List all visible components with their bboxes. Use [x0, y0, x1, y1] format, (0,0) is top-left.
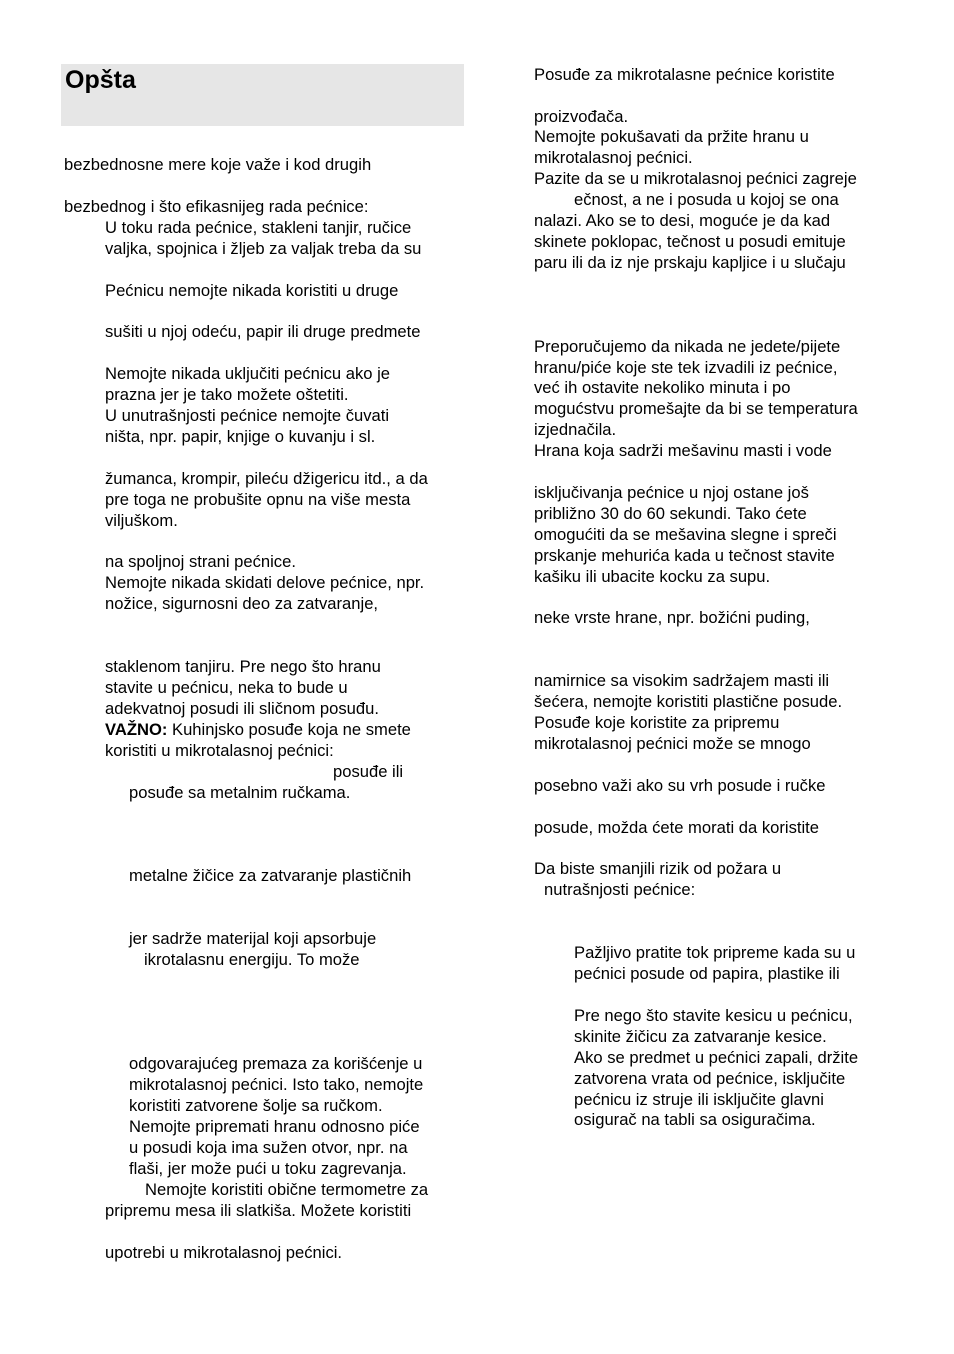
line-text: viljuškom. [105, 511, 178, 530]
text-line [145, 1180, 428, 1200]
text-line [534, 169, 857, 189]
line-text: Pažljivo pratite tok pripreme kada su u [574, 943, 856, 962]
text-line [534, 253, 846, 273]
line-text: jer sadrže materijal koji apsorbuje [129, 929, 377, 948]
line-text: žumanca, krompir, pileću džigericu itd., a da [105, 469, 428, 488]
section-header [61, 64, 464, 126]
line-text: ikrotalasnu energiju. To može [144, 950, 360, 969]
text-line [534, 671, 829, 691]
text-line [574, 1048, 858, 1068]
line-text: proizvođača. [534, 107, 629, 126]
text-line [534, 859, 781, 879]
line-text: Nemojte nikada uključiti pećnicu ako je [105, 364, 391, 383]
line-text: približno 30 do 60 sekundi. Tako ćete [534, 504, 807, 523]
line-text: u posudi koja ima sužen otvor, npr. na [129, 1138, 408, 1157]
section-title: Opšta [65, 66, 136, 94]
text-line [574, 1006, 853, 1026]
text-line [105, 594, 378, 614]
text-line [534, 441, 832, 461]
text-line [129, 929, 376, 949]
text-line [574, 190, 839, 210]
text-line [105, 573, 424, 593]
line-text: koristiti u mikrotalasnoj pećnici: [105, 741, 334, 760]
text-line [534, 483, 809, 503]
line-text: mikrotalasnoj pećnici može se mnogo [534, 734, 811, 753]
line-text: omogućiti da se mešavina slegne i spreči [534, 525, 837, 544]
text-line [534, 107, 628, 127]
text-line [534, 337, 840, 357]
line-text: metalne žičice za zatvaranje plastičnih [129, 866, 412, 885]
line-text: Preporučujemo da nikada ne jedete/pijete [534, 337, 841, 356]
text-line [105, 469, 428, 489]
text-line [574, 943, 855, 963]
line-text: posude, možda ćete morati da koristite [534, 818, 820, 837]
text-line [574, 1069, 845, 1089]
line-text: adekvatnoj posudi ili sličnom posuđu. [105, 699, 379, 718]
line-text: Nemojte pokušavati da pržite hranu u [534, 127, 809, 146]
line-text: Nemojte pripremati hranu odnosno piće [129, 1117, 420, 1136]
text-line [64, 197, 368, 217]
text-line [105, 281, 398, 301]
text-line [574, 964, 840, 984]
text-line [105, 657, 381, 677]
line-text: skinete poklopac, tečnost u posudi emituje [534, 232, 846, 251]
text-line [534, 65, 835, 85]
line-text: hranu/piće koje ste tek izvadili iz pećnice, [534, 358, 838, 377]
line-text: nutrašnjosti pećnice: [544, 880, 696, 899]
text-line [534, 504, 807, 524]
line-text: mogućstvu promešajte da bi se temperatura [534, 399, 858, 418]
line-text: U unutrašnjosti pećnice nemojte čuvati [105, 406, 390, 425]
line-text: skinite žičicu za zatvaranje kesice. [574, 1027, 827, 1046]
line-text: pećnici posude od papira, plastike ili [574, 964, 840, 983]
text-line [105, 490, 410, 510]
text-line [105, 720, 411, 740]
text-line [534, 692, 842, 712]
line-text: U toku rada pećnice, stakleni tanjir, ručice [105, 218, 412, 237]
line-text: bezbednosne mere koje važe i kod drugih [64, 155, 372, 174]
line-text: Ako se predmet u pećnici zapali, držite [574, 1048, 859, 1067]
text-line [129, 783, 350, 803]
text-line [105, 699, 379, 719]
line-text: već ih ostavite nekoliko minuta i po [534, 378, 791, 397]
text-line [534, 232, 846, 252]
line-text: upotrebi u mikrotalasnoj pećnici. [105, 1243, 343, 1262]
line-text: osigurač na tabli sa osiguračima. [574, 1110, 816, 1129]
line-text: Pre nego što stavite kesicu u pećnicu, [574, 1006, 853, 1025]
text-line [534, 525, 837, 545]
text-line [129, 1159, 407, 1179]
text-line [534, 211, 830, 231]
line-text: neke vrste hrane, npr. božićni puding, [534, 608, 810, 627]
emphasis-label: VAŽNO: [105, 720, 168, 739]
line-text: nalazi. Ako se to desi, moguće je da kad [534, 211, 831, 230]
line-text: Hrana koja sadrži mešavinu masti i vode [534, 441, 832, 460]
line-text: ništa, npr. papir, knjige o kuvanju i sl. [105, 427, 376, 446]
text-line [64, 155, 371, 175]
text-line [105, 1201, 411, 1221]
text-line [105, 218, 411, 238]
line-text: Posuđe koje koristite za pripremu [534, 713, 780, 732]
text-line [574, 1090, 824, 1110]
line-text: Nemojte nikada skidati delove pećnice, npr. [105, 573, 425, 592]
text-line [144, 950, 360, 970]
text-line [534, 608, 810, 628]
text-line [129, 1075, 423, 1095]
line-text: Kuhinjsko posuđe koja ne smete [172, 720, 411, 739]
text-line [534, 148, 693, 168]
text-line [129, 1096, 383, 1116]
line-text: posuđe sa metalnim ručkama. [129, 783, 351, 802]
text-line [105, 1243, 342, 1263]
line-text: flaši, jer može pući u toku zagrevanja. [129, 1159, 407, 1178]
text-line [105, 364, 390, 384]
line-text: pećnicu iz struje ili isključite glavni [574, 1090, 824, 1109]
text-line [105, 322, 420, 342]
text-line [534, 358, 837, 378]
line-text: sušiti u njoj odeću, papir ili druge predmete [105, 322, 421, 341]
line-text: izjednačila. [534, 420, 617, 439]
text-line [534, 776, 826, 796]
text-line [534, 567, 770, 587]
text-line [534, 127, 809, 147]
text-line [105, 741, 334, 761]
line-text: pripremu mesa ili slatkiša. Možete koristiti [105, 1201, 412, 1220]
line-text: posebno važi ako su vrh posude i ručke [534, 776, 826, 795]
line-text: staklenom tanjiru. Pre nego što hranu [105, 657, 381, 676]
text-line [105, 552, 296, 572]
text-line [129, 866, 411, 886]
text-line [129, 1117, 420, 1137]
text-line [544, 880, 695, 900]
text-line [129, 1138, 408, 1158]
text-line [333, 762, 403, 782]
line-text: koristiti zatvorene šolje sa ručkom. [129, 1096, 383, 1115]
text-line [105, 385, 349, 405]
line-text: stavite u pećnicu, neka to bude u [105, 678, 348, 697]
text-line [534, 734, 811, 754]
line-text: Posuđe za mikrotalasne pećnice koristite [534, 65, 835, 84]
line-text: bezbednog i što efikasnijeg rada pećnice: [64, 197, 369, 216]
line-text: kašiku ili ubacite kocku za supu. [534, 567, 771, 586]
text-line [105, 239, 421, 259]
line-text: zatvorena vrata od pećnice, isključite [574, 1069, 846, 1088]
text-line [574, 1110, 816, 1130]
line-text: nožice, sigurnosni deo za zatvaranje, [105, 594, 379, 613]
line-text: mikrotalasnoj pećnici. [534, 148, 693, 167]
line-text: Pećnicu nemojte nikada koristiti u druge [105, 281, 399, 300]
line-text: pre toga ne probušite opnu na više mesta [105, 490, 411, 509]
text-line [534, 378, 790, 398]
line-text: na spoljnoj strani pećnice. [105, 552, 296, 571]
line-text: isključivanja pećnice u njoj ostane još [534, 483, 809, 502]
text-line [105, 427, 375, 447]
line-text: posuđe ili [333, 762, 404, 781]
line-text: mikrotalasnoj pećnici. Isto tako, nemojte [129, 1075, 424, 1094]
line-text: odgovarajućeg premaza za korišćenje u [129, 1054, 423, 1073]
text-line [129, 1054, 422, 1074]
line-text: paru ili da iz nje prskaju kapljice i u slučaju [534, 253, 846, 272]
text-line [534, 399, 858, 419]
line-text: prazna jer je tako možete oštetiti. [105, 385, 349, 404]
text-line [105, 678, 348, 698]
line-text: Da biste smanjili rizik od požara u [534, 859, 782, 878]
line-text: prskanje mehurića kada u tečnost stavite [534, 546, 835, 565]
text-line [534, 546, 835, 566]
text-line [534, 818, 819, 838]
text-line [574, 1027, 827, 1047]
line-text: valjka, spojnica i žljeb za valjak treba da su [105, 239, 422, 258]
line-text: ečnost, a ne i posuda u kojoj se ona [574, 190, 839, 209]
line-text: šećera, nemojte koristiti plastične posude. [534, 692, 843, 711]
text-line [105, 511, 178, 531]
line-text: Pazite da se u mikrotalasnoj pećnici zagreje [534, 169, 857, 188]
line-text: namirnice sa visokim sadržajem masti ili [534, 671, 830, 690]
line-text: Nemojte koristiti obične termometre za [145, 1180, 429, 1199]
text-line [105, 406, 389, 426]
text-line [534, 713, 779, 733]
text-line [534, 420, 616, 440]
